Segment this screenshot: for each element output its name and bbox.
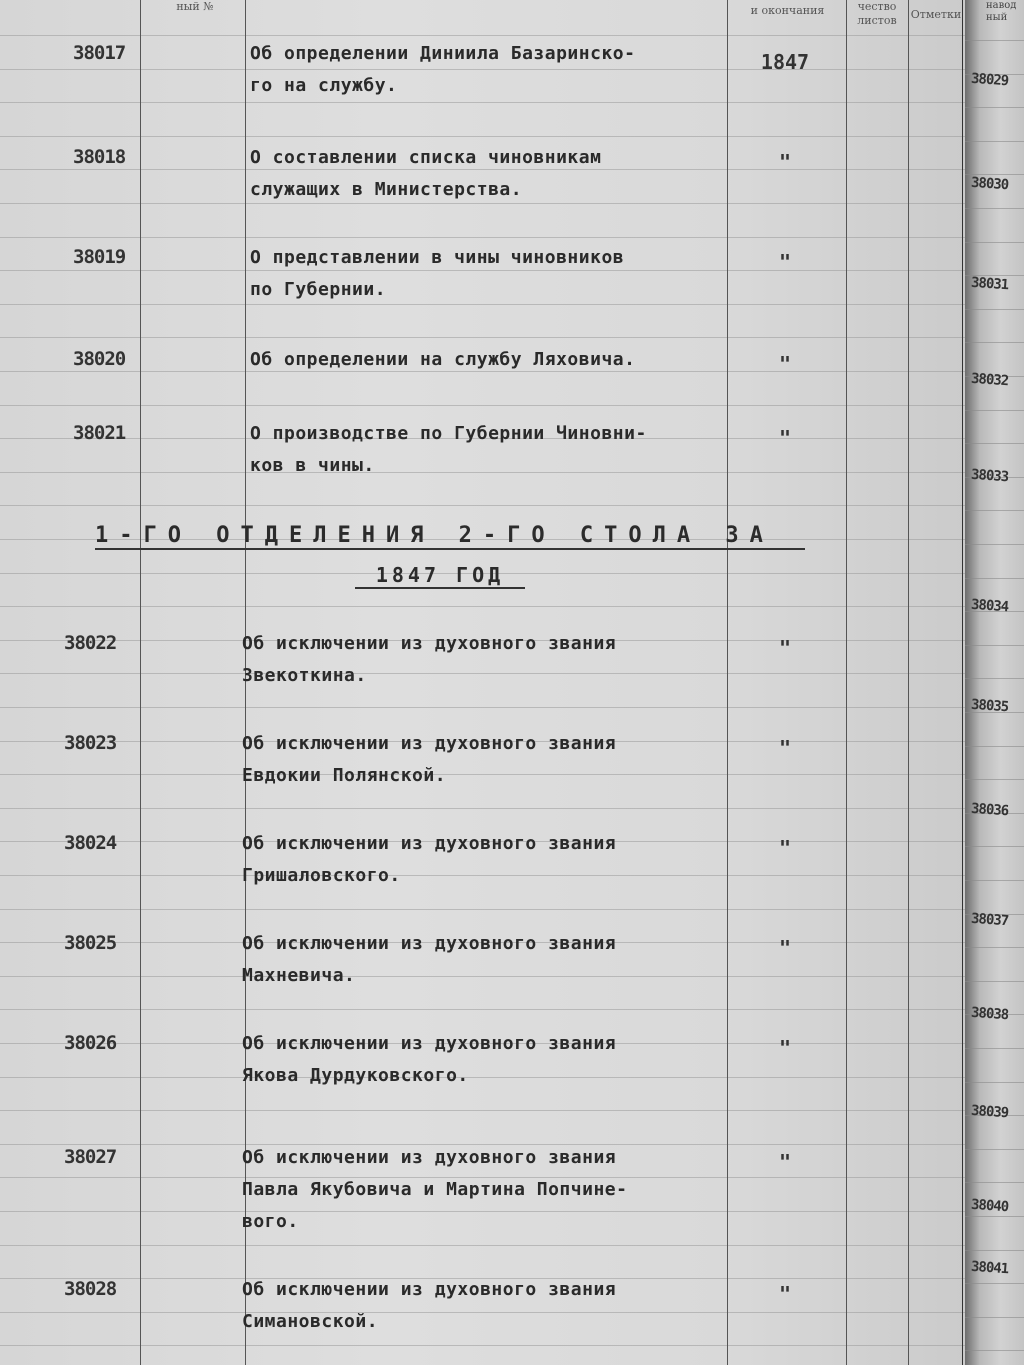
strip-number: 38032 <box>970 370 1009 390</box>
ruled-line <box>0 1110 965 1111</box>
strip-ruled-line <box>965 510 1024 511</box>
entry-number: 38024 <box>64 832 117 854</box>
entry-date: " <box>778 836 792 860</box>
strip-ruled-line <box>965 1317 1024 1318</box>
strip-ruled-line <box>965 1149 1024 1150</box>
header-sheets: чество листов <box>857 0 897 27</box>
ruled-line <box>0 102 965 103</box>
entry-title: Об исключении из духовного звания Махневича. <box>242 933 617 986</box>
column-divider <box>846 0 847 1365</box>
strip-number: 38037 <box>970 910 1009 930</box>
entry-number: 38018 <box>73 146 126 168</box>
strip-ruled-line <box>965 746 1024 747</box>
ruled-line <box>0 808 965 809</box>
strip-ruled-line <box>965 410 1024 411</box>
entry-title: Об исключении из духовного звания Павла Якубовича и Мартина Попчине- вого. <box>242 1147 628 1232</box>
next-page-edge <box>965 0 1024 1365</box>
entry-title: О производстве по Губернии Чиновни- ков в чины. <box>250 423 647 476</box>
strip-ruled-line <box>965 678 1024 679</box>
strip-number: 38031 <box>970 274 1009 294</box>
ruled-line <box>0 136 965 137</box>
ruled-line <box>0 1245 965 1246</box>
entry-title: Об исключении из духовного звания Евдокии Полянской. <box>242 733 617 786</box>
section-heading-year: 1847 ГОД <box>355 563 525 589</box>
strip-ruled-line <box>965 40 1024 41</box>
ruled-line <box>0 707 965 708</box>
entry-title: Об исключении из духовного звания Якова Дурдуковского. <box>242 1033 617 1086</box>
strip-ruled-line <box>965 208 1024 209</box>
entry-number: 38017 <box>73 42 126 64</box>
entry-date: " <box>778 636 792 660</box>
strip-ruled-line <box>965 242 1024 243</box>
entry-number: 38028 <box>64 1278 117 1300</box>
entry-number: 38027 <box>64 1146 117 1168</box>
strip-ruled-line <box>965 1216 1024 1217</box>
ruled-line <box>0 1345 965 1346</box>
ruled-line <box>0 35 965 36</box>
entry-title: О составлении списка чиновникам служащих в Министерства. <box>250 147 602 200</box>
entry-date: " <box>778 426 792 450</box>
ruled-line <box>0 505 965 506</box>
entry-title: Об определении на службу Ляховича. <box>250 349 636 370</box>
strip-number: 38036 <box>970 800 1009 820</box>
column-divider <box>962 0 963 1365</box>
strip-ruled-line <box>965 107 1024 108</box>
header-date: и окончания <box>750 4 825 17</box>
strip-ruled-line <box>965 141 1024 142</box>
entry-date: " <box>778 936 792 960</box>
entry-title: Об исключении из духовного звания Гришаловского. <box>242 833 617 886</box>
ruled-line <box>0 606 965 607</box>
entry-title: Об исключении из духовного звания Звекоткина. <box>242 633 617 686</box>
strip-ruled-line <box>965 342 1024 343</box>
entry-date: " <box>778 1282 792 1306</box>
ruled-line <box>0 1009 965 1010</box>
ruled-line <box>0 237 965 238</box>
entry-number: 38021 <box>73 422 126 444</box>
ruled-line <box>0 337 965 338</box>
header-number: ный № <box>176 0 214 13</box>
entry-date: " <box>778 1150 792 1174</box>
strip-ruled-line <box>965 578 1024 579</box>
strip-ruled-line <box>965 645 1024 646</box>
strip-number: 38039 <box>970 1102 1009 1122</box>
strip-ruled-line <box>965 544 1024 545</box>
entry-date: " <box>778 250 792 274</box>
strip-ruled-line <box>965 1250 1024 1251</box>
strip-number: 38034 <box>970 596 1009 616</box>
ruled-line <box>0 909 965 910</box>
strip-ruled-line <box>965 846 1024 847</box>
entry-date: " <box>778 736 792 760</box>
entry-title: Об исключении из духовного звания Симановской. <box>242 1279 617 1332</box>
strip-number: 38030 <box>970 174 1009 194</box>
strip-ruled-line <box>965 981 1024 982</box>
strip-ruled-line <box>965 1350 1024 1351</box>
entry-number: 38026 <box>64 1032 117 1054</box>
entry-number: 38022 <box>64 632 117 654</box>
strip-ruled-line <box>965 443 1024 444</box>
section-heading: 1-ГО ОТДЕЛЕНИЯ 2-ГО СТОЛА ЗА <box>95 523 805 550</box>
entry-date: " <box>778 352 792 376</box>
strip-ruled-line <box>965 779 1024 780</box>
entry-number: 38019 <box>73 246 126 268</box>
strip-ruled-line <box>965 947 1024 948</box>
entry-number: 38025 <box>64 932 117 954</box>
strip-ruled-line <box>965 1182 1024 1183</box>
entry-date: " <box>778 150 792 174</box>
entry-title: О представлении в чины чиновников по Губернии. <box>250 247 625 300</box>
strip-number: 38040 <box>970 1196 1009 1216</box>
strip-header: навод ный <box>986 0 1017 23</box>
strip-ruled-line <box>965 1082 1024 1083</box>
strip-ruled-line <box>965 309 1024 310</box>
ruled-line <box>0 405 965 406</box>
strip-ruled-line <box>965 1048 1024 1049</box>
entry-date: 1847 <box>760 50 810 74</box>
strip-ruled-line <box>965 880 1024 881</box>
entry-date: " <box>778 1036 792 1060</box>
entry-title: Об определении Диниила Базаринско- го на службу. <box>250 43 636 96</box>
entry-number: 38020 <box>73 348 126 370</box>
column-divider <box>908 0 909 1365</box>
strip-ruled-line <box>965 1283 1024 1284</box>
strip-number: 38033 <box>970 466 1009 486</box>
strip-number: 38041 <box>970 1258 1009 1278</box>
header-notes: Отметки <box>910 8 962 21</box>
strip-number: 38029 <box>970 70 1009 90</box>
entry-number: 38023 <box>64 732 117 754</box>
strip-number: 38038 <box>970 1004 1009 1024</box>
strip-number: 38035 <box>970 696 1009 716</box>
